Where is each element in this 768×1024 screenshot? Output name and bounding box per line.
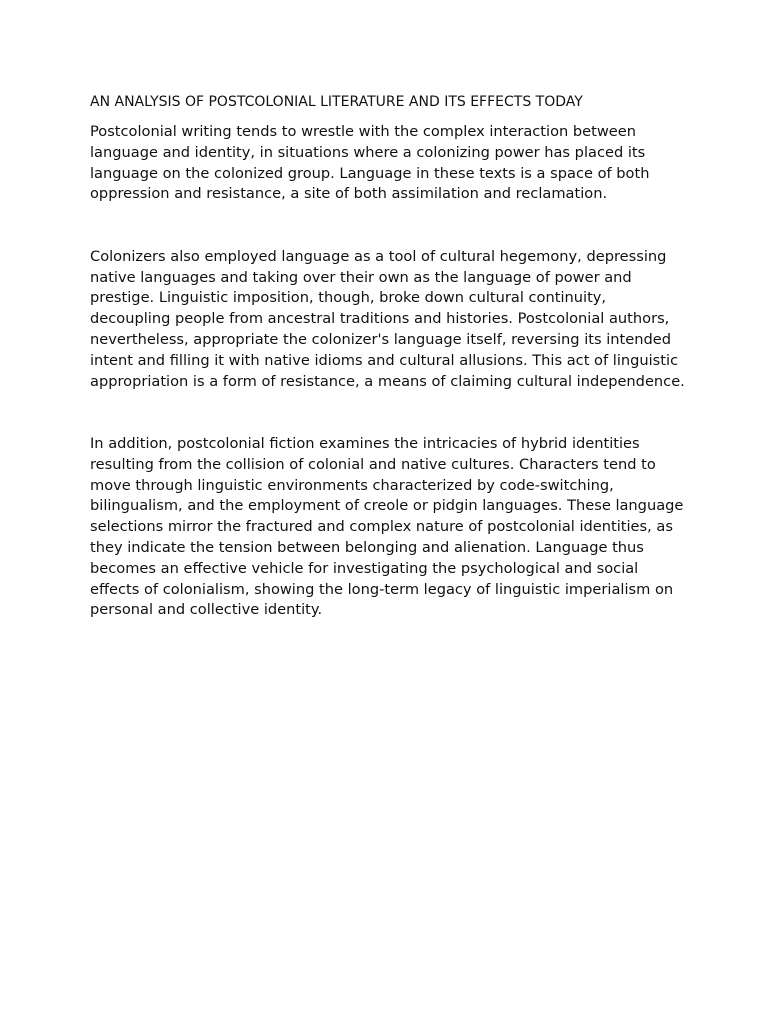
- document-title: AN ANALYSIS OF POSTCOLONIAL LITERATURE AND ITS EFFECTS TODAY: [90, 94, 583, 110]
- document-body: [90, 92, 690, 621]
- paragraph-2: Colonizers also employed language as a tool of cultural hegemony, depressing native languages and taking over their own as the language of power and prestige. Linguistic imposition, though, broke down cultural continuity, decoupling people from ancestral traditions and histories. Postcolonial authors, nevertheless, appropriate the colonizer's language itself, reversing its intended intent and filling it with native idioms and cultural allusions. This act of linguistic appropriation is a form of resistance, a means of claiming cultural independence.: [90, 247, 685, 390]
- paragraph-1: Postcolonial writing tends to wrestle with the complex interaction between language and identity, in situations where a colonizing power has placed its language on the colonized group. Language in these texts is a space of both oppression and resistance, a site of both assimilation and reclamation.: [90, 123, 650, 203]
- paragraph-3: In addition, postcolonial fiction examines the intricacies of hybrid identities resulting from the collision of colonial and native cultures. Characters tend to move through linguistic environments characterized by code-switching, bilingualism, and the employment of creole or pidgin languages. These language selections mirror the fractured and complex nature of postcolonial identities, as they indicate the tension between belonging and alienation. Language thus becomes an effective vehicle for investigating the psychological and social effects of colonialism, showing the long-term legacy of linguistic imperialism on personal and collective identity.: [90, 434, 684, 619]
